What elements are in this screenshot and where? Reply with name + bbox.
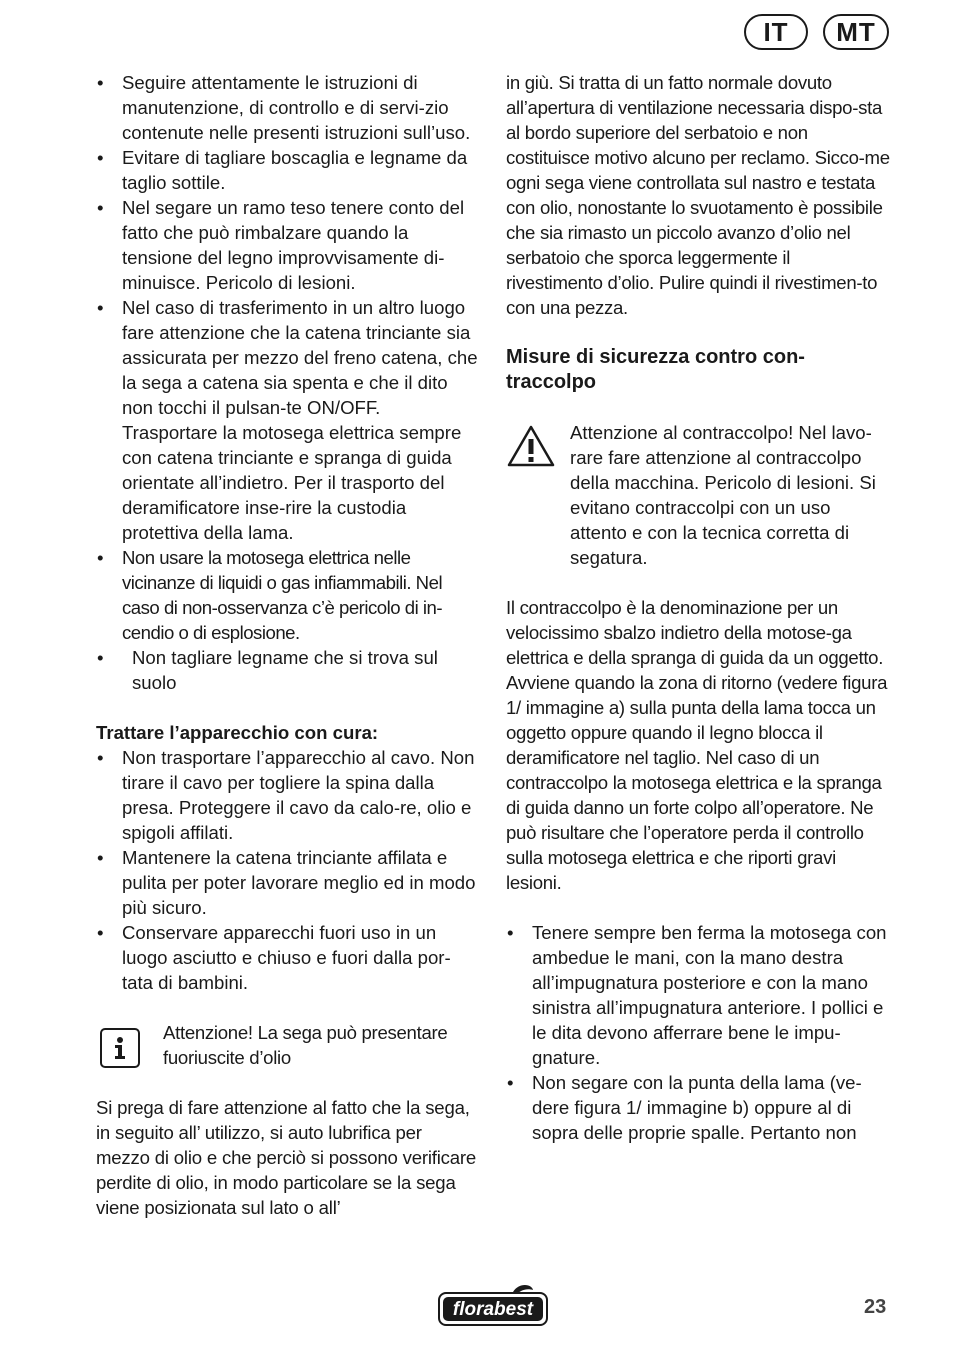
florabest-logo [437,1284,549,1328]
language-badge-mt: MT [823,14,889,50]
list-item: • Non trasportare l’apparecchio al cavo. Non tirare il cavo per togliere la spina dalla presa. Proteggere il cavo da calo-re, olio e spigoli affilati. [96,745,480,845]
oil-paragraph-continued: in giù. Si tratta di un fatto normale dovuto all’apertura di ventilazione necessaria dispo-sta al bordo superiore del serbatoio e non costituisce motivo alcuno per reclamo. Sicco-me ogni sega viene controllata sul nastro e testata con olio, nonostante lo svuotamento è possibile che sia rimasto un piccolo avanzo d’olio nel serbatoio che sporca leggermente il rivestimento d’olio. Pulire quindi il rivestimen-to con una pezza. [506,72,890,318]
list-item: • Nel segare un ramo teso tenere conto del fatto che può rimbalzare quando la tensione del legno improvvisamente di-minuisce. Pericolo di lesioni. [96,195,480,295]
section-heading-kickback: Misure di sicurezza contro con-traccolpo [506,346,805,393]
list-item: • Nel caso di trasferimento in un altro luogo fare attenzione che la catena trinciante sia assicurata per mezzo del freno catena, che la sega a catena sia spenta e che il dito non tocchi il pulsan-te ON/OFF. Trasportare la motosega elettrica sempre con catena trinciante e spranga di guida orientate all’indietro. Per il trasporto del deramificatore inse-rire la custodia protettiva della lama. [96,295,480,545]
logo-text: florabest [452,1299,534,1320]
list-item: • Evitare di tagliare boscaglia e legname da taglio sottile. [96,145,480,195]
list-item: • Tenere sempre ben ferma la motosega con ambedue le mani, con la mano destra all’impugnatura posteriore e con la mano sinistra all’impugnatura anteriore. I pollici e le dita devono afferrare bene le impu-gnature. [506,920,890,1070]
care-bullet-list [96,745,480,995]
section-heading-care: Trattare l’apparecchio con cura: [96,722,379,743]
kickback-bullet-list [506,920,890,1145]
info-note-text: Attenzione! La sega può presentare fuoriuscite d’olio [163,1022,448,1068]
language-badge-it: IT [744,14,808,50]
list-item: • Non usare la motosega elettrica nelle vicinanze di liquidi o gas infiammabili. Nel caso di non-osservanza c’è pericolo di in-cendio o di esplosione. [96,545,480,645]
oil-paragraph: Si prega di fare attenzione al fatto che la sega, in seguito all’ utilizzo, si auto lubrifica per mezzo di olio e che perciò si possono verificare perdite di olio, in modo particolare se la sega viene posizionata sul lato o all’ [96,1097,477,1218]
left-column [96,70,480,1220]
warning-triangle-icon [506,424,556,468]
list-item: • Seguire attentamente le istruzioni di manutenzione, di controllo e di servi-zio contenute nelle presenti istruzioni sull’uso. [96,70,480,145]
info-note [96,1020,480,1070]
kickback-paragraph: Il contraccolpo è la denominazione per un velocissimo sbalzo indietro della motose-ga elettrica e della spranga di guida da un oggetto. Avviene quando la zona di ritorno (vedere figura 1/ immagine a) sulla punta della lama tocca un oggetto oppure quando il legno blocca il deramificatore nel taglio. Nel caso di un contraccolpo la motosega elettrica e la spranga di guida danno un forte colpo all’operatore. Ne può risultare che l’operatore perda il controllo sulla motosega elettrica e che riporti gravi lesioni. [506,597,888,893]
info-icon [100,1028,140,1068]
list-item: • Non segare con la punta della lama (ve-dere figura 1/ immagine b) oppure al di sopra delle proprie spalle. Pertanto non [506,1070,890,1145]
list-item: • Conservare apparecchi fuori uso in un luogo asciutto e chiuso e fuori dalla por-tata di bambini. [96,920,480,995]
safety-bullet-list [96,70,480,695]
right-column [506,70,890,1145]
list-item: • Mantenere la catena trinciante affilata e pulita per poter lavorare meglio ed in modo più sicuro. [96,845,480,920]
list-item: • Non tagliare legname che si trova sul suolo [96,645,480,695]
warning-note-text: Attenzione al contraccolpo! Nel lavo-rare fare attenzione al contraccolpo della macchina. Pericolo di lesioni. Si evitano contraccolpi con un uso attento e con la tecnica corretta di segatura. [570,422,876,568]
page-number: 23 [864,1296,887,1318]
warning-note [506,420,890,570]
